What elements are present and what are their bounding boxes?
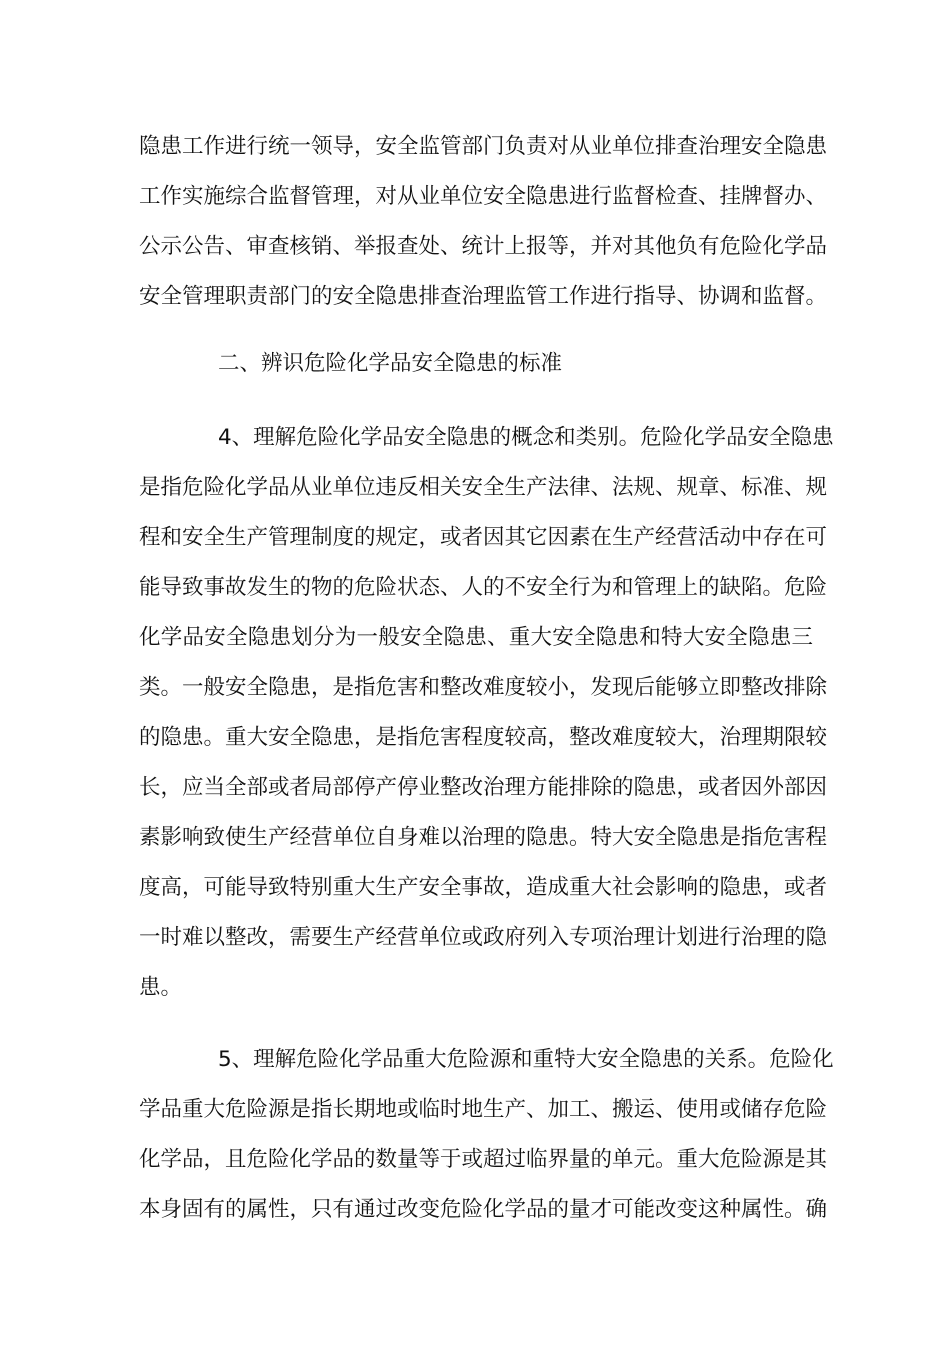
text-line: 一时难以整改，需要生产经营单位或政府列入专项治理计划进行治理的隐 <box>139 925 828 950</box>
text-line: 长，应当全部或者局部停产停业整改治理方能排除的隐患，或者因外部因 <box>139 775 828 800</box>
text-line: 的隐患。重大安全隐患，是指危害程度较高，整改难度较大，治理期限较 <box>139 725 828 750</box>
text-line: 素影响致使生产经营单位自身难以治理的隐患。特大安全隐患是指危害程 <box>139 825 828 850</box>
text-line: 隐患工作进行统一领导，安全监管部门负责对从业单位排查治理安全隐患 <box>139 134 828 159</box>
text-line: 患。 <box>139 975 183 1000</box>
text-line: 4、理解危险化学品安全隐患的概念和类别。危险化学品安全隐患 <box>218 425 834 450</box>
section-heading: 二、辨识危险化学品安全隐患的标准 <box>218 351 563 376</box>
text-line: 是指危险化学品从业单位违反相关安全生产法律、法规、规章、标准、规 <box>139 475 828 500</box>
text-line: 能导致事故发生的物的危险状态、人的不安全行为和管理上的缺陷。危险 <box>139 575 828 600</box>
text-line: 5、理解危险化学品重大危险源和重特大安全隐患的关系。危险化 <box>218 1047 834 1072</box>
text-line: 本身固有的属性，只有通过改变危险化学品的量才可能改变这种属性。确 <box>139 1197 828 1222</box>
text-line: 类。一般安全隐患，是指危害和整改难度较小，发现后能够立即整改排除 <box>139 675 828 700</box>
text-line: 工作实施综合监督管理，对从业单位安全隐患进行监督检查、挂牌督办、 <box>139 184 828 209</box>
text-line: 安全管理职责部门的安全隐患排查治理监管工作进行指导、协调和监督。 <box>139 284 828 309</box>
text-line: 学品重大危险源是指长期地或临时地生产、加工、搬运、使用或储存危险 <box>139 1097 828 1122</box>
text-line: 化学品安全隐患划分为一般安全隐患、重大安全隐患和特大安全隐患三 <box>139 625 813 650</box>
text-line: 度高，可能导致特别重大生产安全事故，造成重大社会影响的隐患，或者 <box>139 875 828 900</box>
text-line: 化学品，且危险化学品的数量等于或超过临界量的单元。重大危险源是其 <box>139 1147 828 1172</box>
text-line: 公示公告、审查核销、举报查处、统计上报等，并对其他负有危险化学品 <box>139 234 828 259</box>
text-line: 程和安全生产管理制度的规定，或者因其它因素在生产经营活动中存在可 <box>139 525 828 550</box>
